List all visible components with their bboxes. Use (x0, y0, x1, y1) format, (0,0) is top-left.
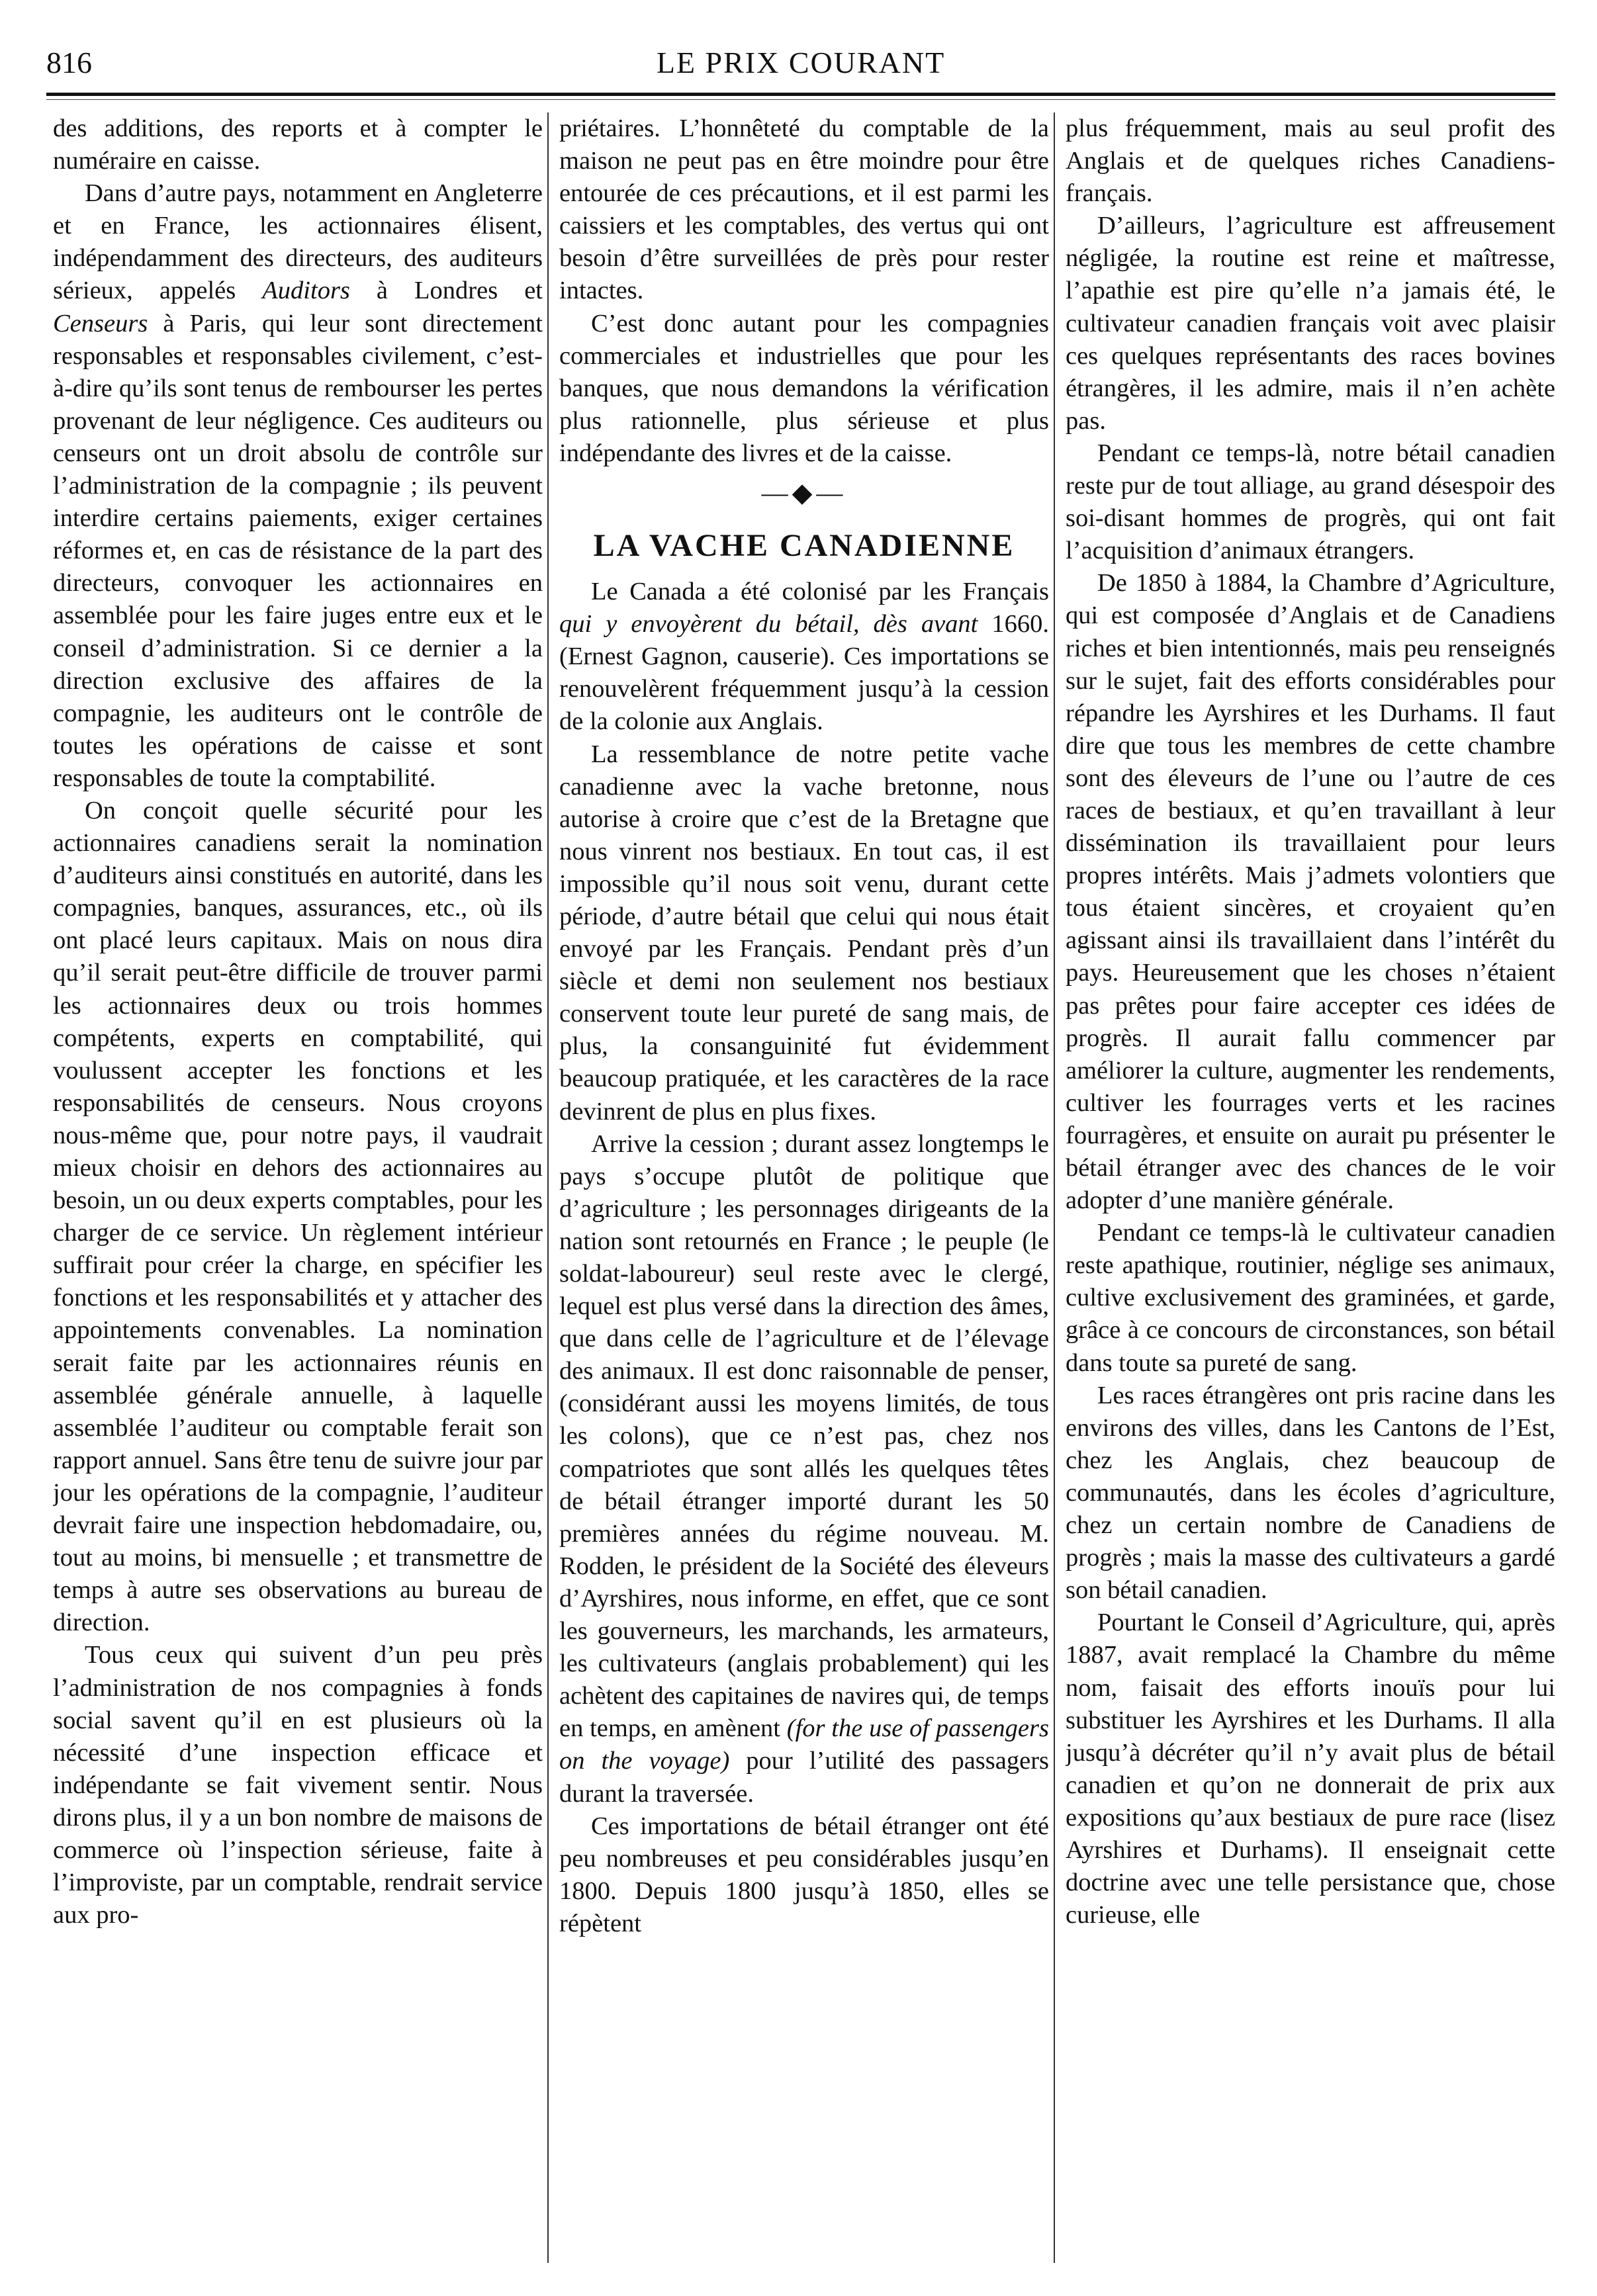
column-1 (53, 112, 543, 2270)
page-header (46, 38, 1555, 91)
section-title: LA VACHE CANADIENNE (593, 528, 1015, 564)
header-rule-thin (46, 99, 1555, 100)
column-divider (1054, 112, 1055, 2263)
paragraph: De 1850 à 1884, la Chambre d’Agriculture, qui est composée d’Anglais et de Canadiens riches et bien intentionnés, mais peu renseignés sur le sujet, fait des efforts considérables pour répandre les Ayrshires et les Durhams. Il faut dire que tous les membres de cette chambre sont des éleveurs de l’une ou l’autre de ces races de bestiaux, et qu’en travaillant à leur dissémination ils travaillaient pour leurs propres intérêts. Mais j’admets volontiers que tous étaient sincères, et croyaient qu’en agissant ainsi ils travaillaient dans l’intérêt du pays. Heureusement que les choses n’étaient pas prêtes pour faire accepter ces idées de progrès. Il aurait fallu commencer par améliorer la culture, augmenter les rendements, cultiver les fourrages verts et les racines fourragères, et ensuite on aurait pu présenter le bétail étranger avec des chances de le voir adopter d’une manière générale. (1066, 569, 1555, 1215)
paragraph: Arrive la cession ; durant assez longtemps le pays s’occupe plutôt de politique que d’agriculture ; les personnages dirigeants de la nation sont retournés en France ; le peuple (le soldat-laboureur) seul reste avec le clergé, lequel est plus versé dans la direction des âmes, que dans celle de l’agriculture et de l’élevage des animaux. Il est donc raisonnable de penser, (considérant aussi les moyens limités, de tous les colons), que ce n’est pas, chez nos compatriotes que sont allés les quelques têtes de bétail étranger importé durant les 50 premières années du régime nouveau. M. Rodden, le président de la Société des éleveurs d’Ayrshires, nous informe, en effet, que ce sont les gouverneurs, les marchands, les armateurs, les cultivateurs (anglais probablement) qui les achètent des capitaines de navires qui, de temps en temps, en amènent (for the use of passengers on the voyage) pour l’utilité des passagers durant la traversée. (559, 1129, 1049, 1808)
paragraph: C’est donc autant pour les compagnies commerciales et industrielles que pour les banques, que nous demandons la vérification plus rationnelle, plus sérieuse et plus indépendante des livres et de la caisse. (559, 309, 1049, 467)
paragraph: La ressemblance de notre petite vache canadienne avec la vache bretonne, nous autorise à croire que c’est de la Bretagne que nous vinrent nos bestiaux. En tout cas, il est impossible qu’il nous soit venu, durant cette période, d’autre bétail que celui qui nous était envoyé par les Français. Pendant près d’un siècle et demi non seulement nos bestiaux conservent toute leur pureté de sang mais, de plus, la consanguinité fut évidemment beaucoup pratiquée, et les caractères de la race devinrent de plus en plus fixes. (559, 740, 1049, 1126)
paragraph: plus fréquemment, mais au seul profit des Anglais et de quelques riches Canadiens-français. (1066, 114, 1555, 208)
paragraph: D’ailleurs, l’agriculture est affreusement négligée, la routine est reine et maîtresse, l’apathie est pire qu’elle n’a jamais été, le cultivateur canadien français voit avec plaisir ces quelques représentants des races bovines étrangères, il les admire, mais il n’en achète pas. (1066, 212, 1555, 435)
column-2 (559, 112, 1049, 2270)
italic-term: Auditors (262, 277, 350, 305)
paragraph: priétaires. L’honnêteté du comptable de la maison ne peut pas en être moindre pour être entourée de ces précautions, et il est parmi les caissiers et les comptables, des vertus qui ont besoin d’être surveillées de près pour rester intactes. (559, 114, 1049, 305)
paragraph: On conçoit quelle sécurité pour les actionnaires canadiens serait la nomination d’auditeurs ainsi constitués en autorité, dans les compagnies, banques, assurances, etc., où ils ont placé leurs capitaux. Mais on nous dira qu’il serait peut-être difficile de trouver parmi les actionnaires deux ou trois hommes compétents, experts en comptabilité, qui voulussent accepter les fonctions et les responsabilités de censeurs. Nous croyons nous-même que, pour notre pays, il vaudrait mieux choisir en dehors des actionnaires au besoin, un ou deux experts comptables, pour les charger de ce service. Un règlement intérieur suffirait pour créer la charge, en spécifier les fonctions et les responsabilités et y attacher des appointements convenables. La nomination serait faite par les actionnaires réunis en assemblée générale annuelle, à laquelle assemblée l’auditeur ou comptable ferait son rapport annuel. Sans être tenu de suivre jour par jour les opérations de la compagnie, l’auditeur devrait faire une inspection hebdomadaire, ou, tout au moins, bi mensuelle ; et transmettre de temps à autre ses observations au bureau de direction. (53, 796, 543, 1637)
paragraph: Dans d’autre pays, notamment en Angleterre et en France, les actionnaires élisent, indépendamment des directeurs, des auditeurs sérieux, appelés Auditors à Londres et Censeurs à Paris, qui leur sont directement responsables et responsables civilement, c’est-à-dire qu’ils sont tenus de rembourser les pertes provenant de leur négligence. Ces auditeurs ou censeurs ont un droit absolu de contrôle sur l’administration de la compagnie ; ils peuvent interdire certains paiements, exiger certaines réformes et, en cas de résistance de la part des directeurs, convoquer les actionnaires en assemblée pour les faire juges entre eux et le conseil d’administration. Si ce dernier a la direction exclusive des affaires de la compagnie, les auditeurs ont le contrôle de toutes les opérations de caisse et sont responsables de toute la comptabilité. (53, 179, 543, 792)
section-ornament: —◆— (761, 478, 847, 508)
italic-phrase: qui y envoyèrent du bétail, dès avant (559, 610, 978, 639)
paragraph: Tous ceux qui suivent d’un peu près l’administration de nos compagnies à fonds social savent qu’il en est plusieurs où la nécessité d’une inspection efficace et indépendante se fait vivement sentir. Nous dirons plus, il y a un bon nombre de maisons de commerce où l’inspection sérieuse, faite à l’improviste, par un comptable, rendrait service aux pro- (53, 1641, 543, 1929)
column-3 (1066, 112, 1555, 2270)
column-divider (547, 112, 549, 2263)
page-number: 816 (46, 46, 92, 79)
paragraph: Le Canada a été colonisé par les Français qui y envoyèrent du bétail, dès avant 1660. (Ernest Gagnon, causerie). Ces importations se renouvelèrent fréquemment jusqu’à la cession de la colonie aux Anglais. (559, 578, 1049, 736)
paragraph: Ces importations de bétail étranger ont été peu nombreuses et peu considérables jusqu’en 1800. Depuis 1800 jusqu’à 1850, elles se répètent (559, 1812, 1049, 1937)
paragraph: des additions, des reports et à compter le numéraire en caisse. (53, 114, 543, 175)
italic-term: Censeurs (53, 309, 148, 337)
paragraph: Pourtant le Conseil d’Agriculture, qui, après 1887, avait remplacé la Chambre du même nom, faisait des efforts inouïs pour lui substituer les Ayrshires et les Durhams. Il alla jusqu’à décréter qu’il n’y avait plus de bétail canadien et qu’on ne donnerait de prix aux expositions qu’aux bestiaux de pure race (lisez Ayrshires et Durhams). Il enseignait cette doctrine avec une telle persistance que, chose curieuse, elle (1066, 1609, 1555, 1929)
paragraph: Pendant ce temps-là, notre bétail canadien reste pur de tout alliage, au grand désespoir des soi-disant hommes de progrès, qui ont fait l’acquisition d’animaux étrangers. (1066, 439, 1555, 565)
running-title: LE PRIX COURANT (656, 46, 946, 79)
italic-phrase: (for the use of passengers on the voyage) (559, 1714, 1049, 1775)
paragraph: Les races étrangères ont pris racine dans les environs des villes, dans les Cantons de l’Est, chez les Anglais, chez beaucoup de communautés, dans les écoles d’agriculture, chez un certain nombre de Canadiens de progrès ; mais la masse des cultivateurs a gardé son bétail canadien. (1066, 1381, 1555, 1605)
paragraph: Pendant ce temps-là le cultivateur canadien reste apathique, routinier, néglige ses animaux, cultive exclusivement des graminées, et garde, grâce à ce concours de circonstances, son bétail dans toute sa pureté de sang. (1066, 1219, 1555, 1377)
header-rule (46, 93, 1555, 96)
